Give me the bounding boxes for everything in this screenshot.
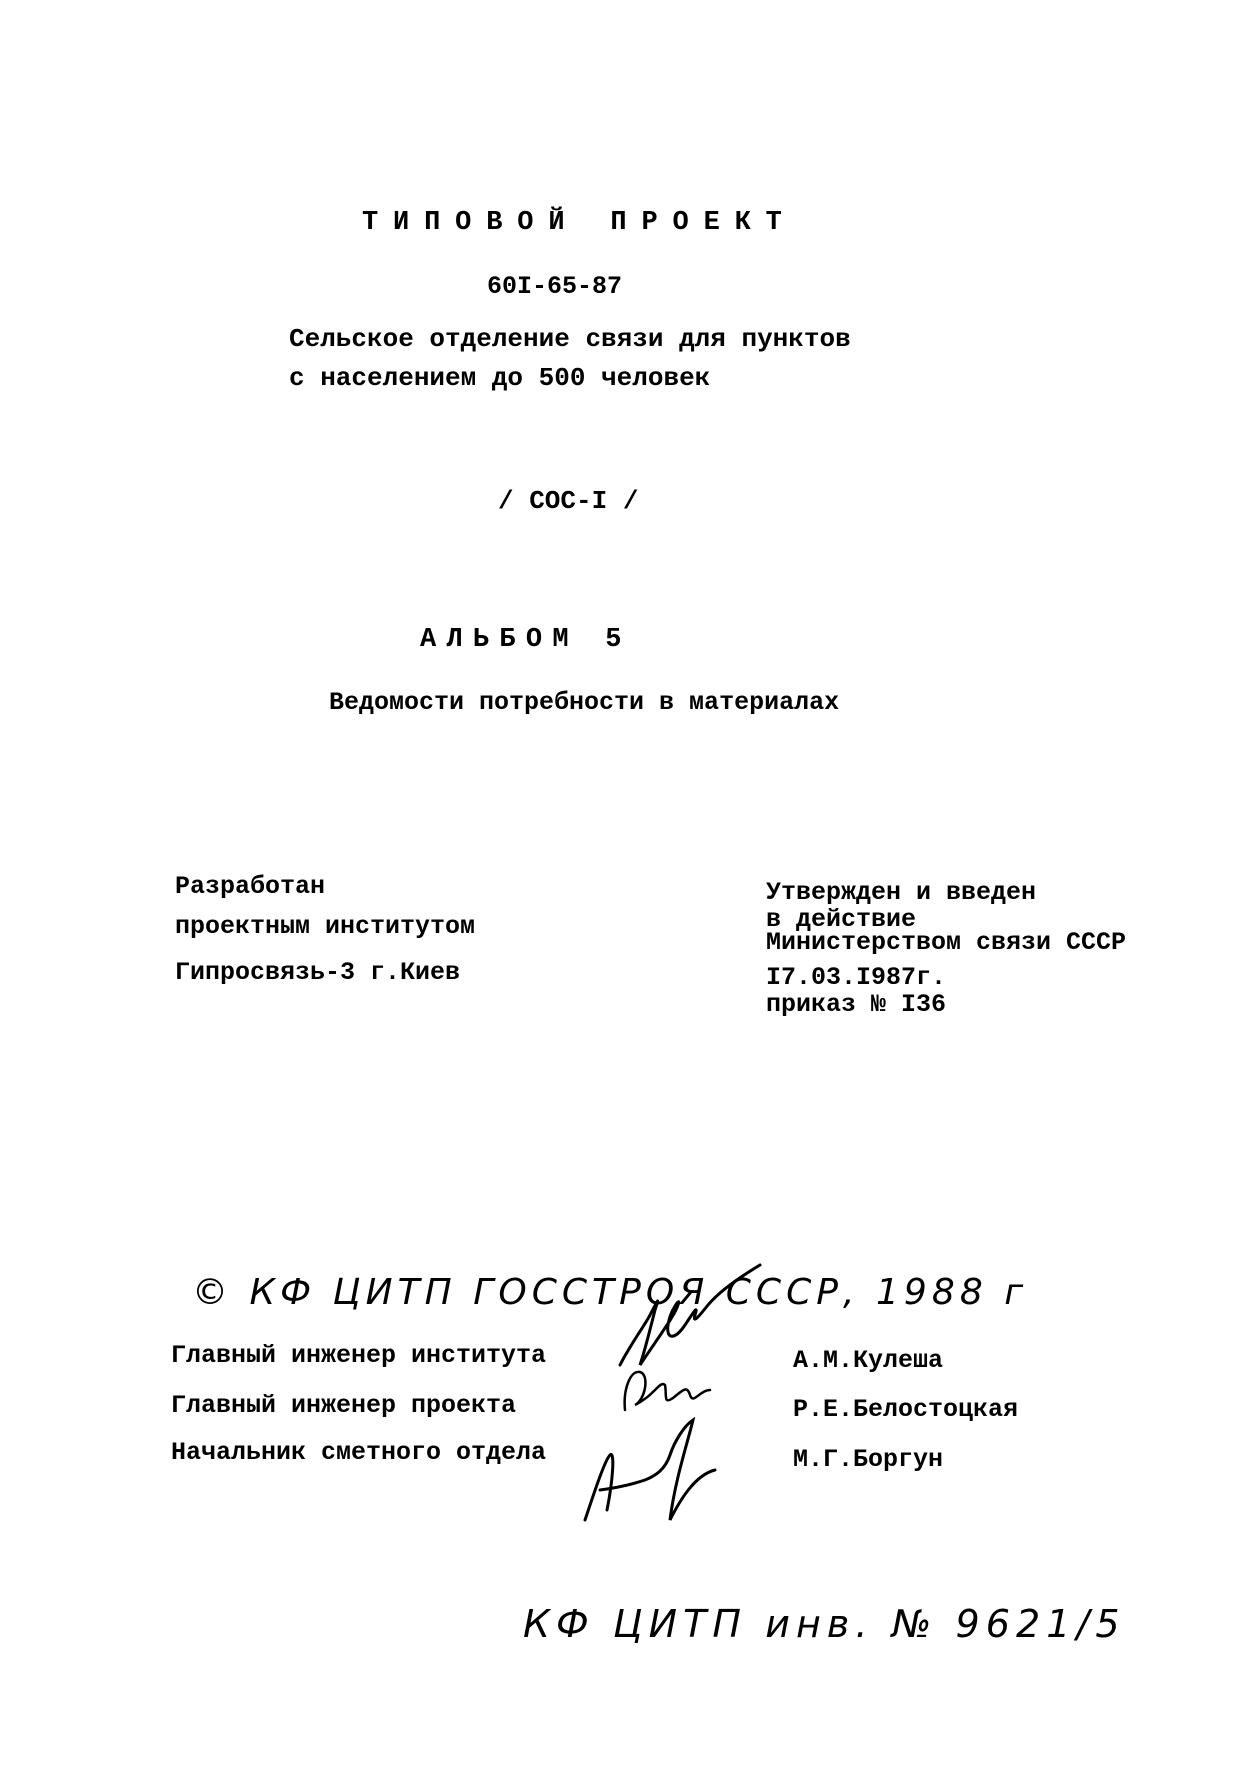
approval-order-number: приказ № I36 [766, 990, 947, 1019]
signatory-position-1: Главный инженер института [171, 1341, 547, 1370]
project-title-line-2: с населением до 500 человек [289, 363, 711, 393]
project-number: 60I-65-87 [487, 272, 623, 301]
album-heading: АЛЬБОМ 5 [420, 625, 632, 655]
developer-line-1: Разработан [175, 872, 326, 901]
approval-line-1: Утвержден и введен [766, 878, 1037, 907]
signatory-position-2: Главный инженер проекта [171, 1391, 517, 1420]
approval-date: I7.03.I987г. [766, 963, 947, 992]
developer-line-3: Гипросвязь-3 г.Киев [175, 958, 461, 987]
signatory-name-1: А.М.Кулеша [793, 1346, 944, 1375]
developer-line-2: проектным институтом [175, 912, 476, 941]
approval-line-3: Министерством связи СССР [766, 928, 1127, 957]
copyright-stamp: © КФ ЦИТП ГОССТРОЯ СССР, 1988 г [192, 1272, 1029, 1313]
signature-head-estimates [575, 1400, 755, 1530]
inventory-note: КФ ЦИТП инв. № 9621/5 [523, 1602, 1126, 1646]
album-subtitle: Ведомости потребности в материалах [329, 688, 840, 717]
project-title-line-1: Сельское отделение связи для пунктов [289, 324, 851, 354]
approval-line-2: в действие [766, 905, 917, 934]
signatory-name-2: Р.Е.Белостоцкая [793, 1395, 1019, 1424]
signatory-position-3: Начальник сметного отдела [171, 1438, 547, 1467]
signatory-name-3: М.Г.Боргун [793, 1445, 944, 1474]
project-code: / СОС-I / [498, 486, 639, 516]
document-type-heading: ТИПОВОЙ ПРОЕКТ [362, 208, 797, 238]
